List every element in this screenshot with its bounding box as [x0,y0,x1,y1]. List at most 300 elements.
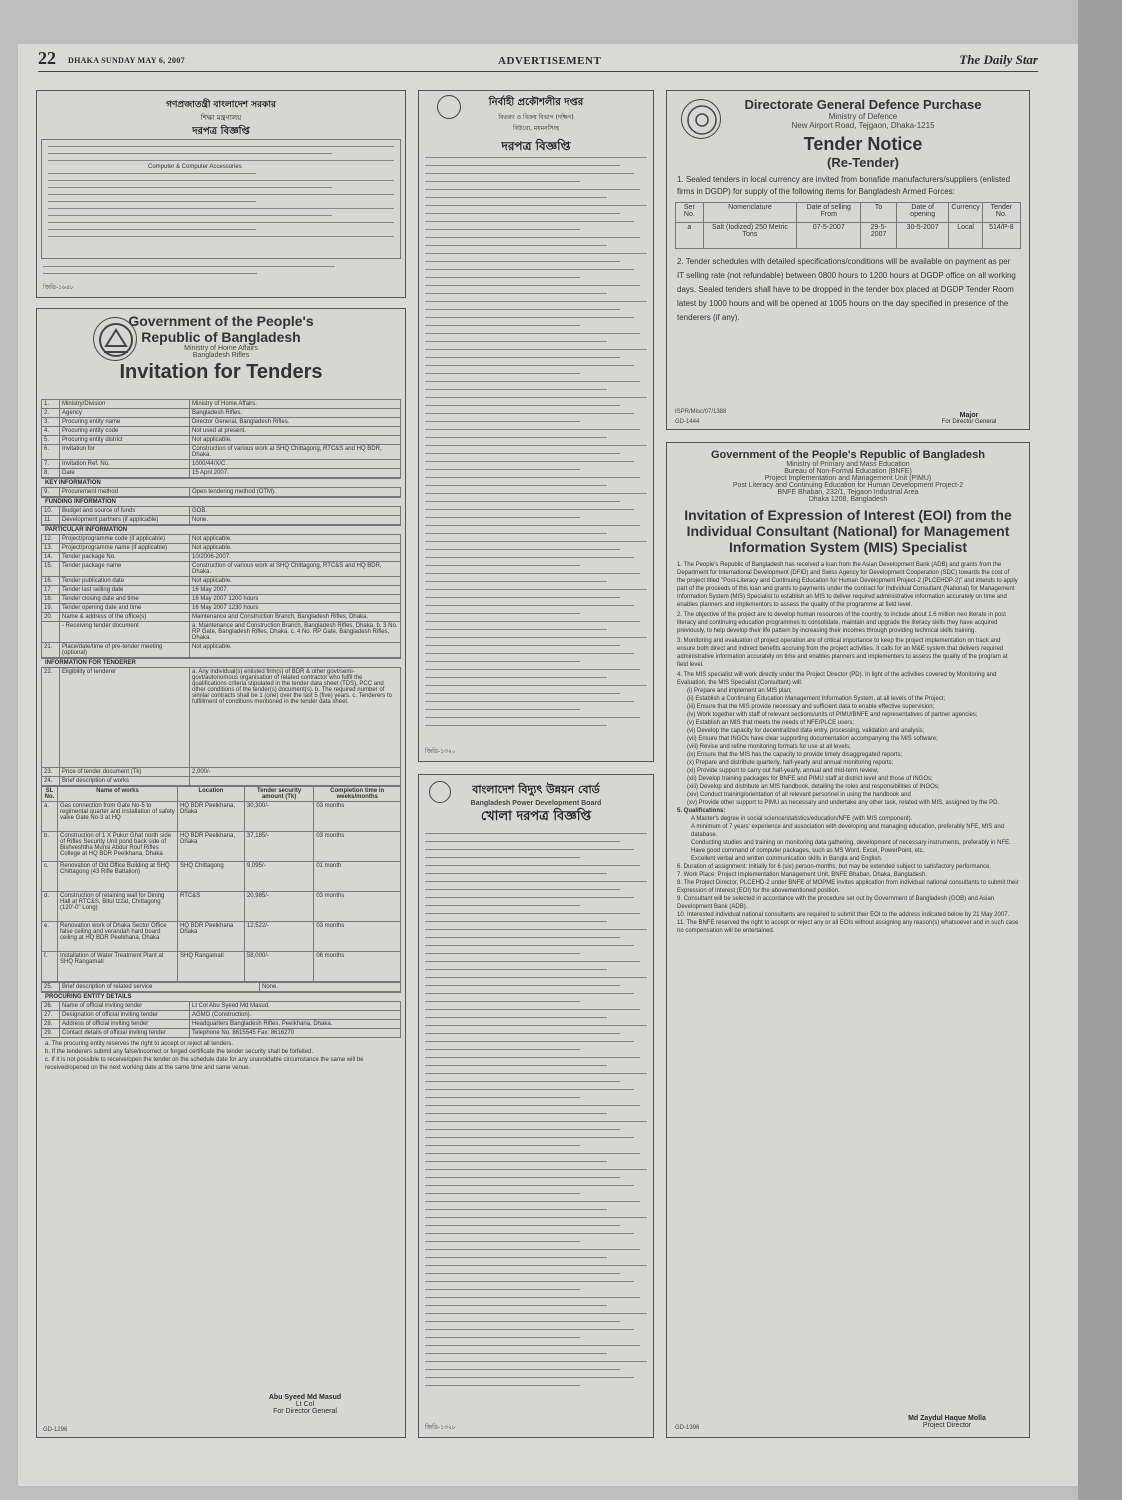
table-row: d. Construction of retaining wall for Dining Hall at RTC&S, Bitul Izzat, Chittagong (120'-0" Long) RTC&S 20,985/- 03 months [42,892,401,922]
text-line [425,237,640,238]
text-line [425,341,607,342]
text-line [425,1113,607,1114]
section-tenderer: INFORMATION FOR TENDERER [41,658,401,667]
notice-heading: দরপত্র বিজ্ঞপ্তি [192,126,250,137]
text-line [425,1153,640,1154]
text-line [425,349,647,350]
dgdp-tender-notice [666,90,1030,430]
text-line [425,1049,580,1050]
text-line [425,477,640,478]
text-line [425,509,634,510]
table-row: f. Installation of Water Treatment Plant at SHQ Rangamati SHQ Rangamati 58,000/- 06 months [42,952,401,982]
text-line [425,1281,634,1282]
table-row: 8. Date 15 April 2007. [42,469,401,478]
text-line [425,1041,634,1042]
column-header: Currency [949,203,982,223]
text-line [425,849,634,850]
table-row: a Salt (Iodized) 250 Metric Tons 07-5-2007 29-5-2007 30-5-2007 Local 514/P-8 [676,223,1021,249]
eoi-signature: Md Zaydul Haque Molla Project Director [908,1415,986,1429]
text-line [425,905,580,906]
table-row: 6. Invitation for Construction of various work at SHQ Chittagong, RTC&S and HQ BDR, Dhaka. [42,445,401,460]
table-row: 23. Price of tender document (Tk) 2,000/- [42,768,401,777]
dgdp-signature: Major For Director General [941,412,997,425]
list-item: (xii) Develop training packages for BNFE and PIMU staff at district level and those of INGOs; [687,776,933,782]
list-item: (xi) Provide support to carry out half-yearly, annual and mid-term review; [687,768,879,774]
list-item: 6. Duration of assignment: Initially for 6 (six) person-months, but may be extended subject to satisfactory performance. [677,864,992,870]
notice-item: Computer & Computer Accessories [148,164,242,170]
table-row: 22. Eligibility of tenderer a. Any individual(s) enlisted firm(s) of BDR & other govt/semi-govt/autonomous organisation of related contractor who fulfil the qualifications criteria stipulated in the tender data sheet (TDS), PCC and other conditions of the tender(s) document(s). b. The required number of similar contracts shall be 1 (one) over the last 5 (five) years. c. Tenderers to fulfillment of conditions mentioned in the tender data sheet. [42,668,401,768]
text-line [425,525,640,526]
text-line [425,485,607,486]
list-item: 10. Interested individual national consultants are required to submit their EOI to the address indicated below by 21 May 2007. [677,912,1010,918]
bdr-table-2 [41,534,401,658]
list-item: (i) Prepare and implement an MIS plan; [687,688,792,694]
text-line [425,213,620,214]
engineer-sub1: বিতরণ ও বিক্রয় বিভাগ (দক্ষিণ) [498,114,574,121]
column-header: Tender security amount (Tk) [244,787,313,802]
text-line [425,1225,620,1226]
dgdp-para-1: 1. Sealed tenders in local currency are invited from bonafide manufacturers/suppliers (enlisted firms in DGDP) for supply of the following items for Bangladesh Armed Forces: [677,175,1011,196]
text-line [425,897,634,898]
text-line [425,669,640,670]
text-line [425,165,620,166]
education-tender-notice [36,90,406,298]
text-line [425,1345,640,1346]
eoi-p5: 5. Qualifications: [677,808,726,814]
text-line [425,221,634,222]
table-row: 5. Procuring entity district Not applicable. [42,436,401,445]
section-particular: PARTICULAR INFORMATION [41,525,401,534]
table-row: 20. Name & address of the office(s) Maintenance and Construction Branch, Bangladesh Rifles, Dhaka. [42,613,401,622]
dgdp-table-wrap [667,202,1029,249]
column-header: To [861,203,897,223]
bdr-title-2: Republic of Bangladesh [141,329,301,345]
text-line [425,1321,620,1322]
text-line [425,1361,647,1362]
eoi-address-line: Post Literacy and Continuing Education for Human Development Project-2 [732,482,964,489]
text-line [425,1089,634,1090]
bdr-notes [41,1038,401,1074]
text-line [425,253,647,254]
notice-code: জিডি-১৬৪৮ [43,285,74,291]
eoi-gd-code: GD-1396 [675,1425,700,1431]
dgdp-ministry: Ministry of Defence [828,112,898,121]
eoi-address-line: Dhaka 1208, Bangladesh [808,496,888,503]
text-line [425,373,580,374]
text-line [425,1065,607,1066]
table-row: 28. Address of official inviting tender Headquarters Bangladesh Rifles, Peelkhana, Dhaka. [42,1020,401,1029]
bpdb-code: জিডি-১৩২৮ [425,1425,456,1431]
text-line [425,437,607,438]
text-line [425,1313,647,1314]
section-key-info: KEY INFORMATION [41,478,401,487]
section-entity: PROCURING ENTITY DETAILS [41,992,401,1001]
text-line [425,301,647,302]
text-line [425,1337,580,1338]
table-row: 4. Procuring entity code Not used at present. [42,427,401,436]
list-item: Excellent verbal and written communication skills in Bangla and English. [691,856,883,862]
table-row: 26. Name of official inviting tender Lt Col Abu Syeed Md Masud. [42,1002,401,1011]
table-row: 24. Brief description of works [42,777,401,786]
eoi-address-line: Ministry of Primary and Mass Education [786,461,910,468]
text-line [425,589,647,590]
engineer-title: নির্বাহী প্রকৌশলীর দপ্তর [488,97,584,108]
table-row: - Receiving tender document a. Maintenance and Construction Branch, Bangladesh Rifles, Dhaka. b. 3 No. RP Gate, Bangladesh Rifles, Dhaka. c. 4 No. RP Gate, Bangladesh Rifles, Dhaka. [42,622,401,643]
text-line [425,1121,647,1122]
column-header: Tender No. [982,203,1020,223]
newspaper-logo: The Daily Star [959,52,1038,67]
text-line [425,921,607,922]
eoi-p3: 3. Monitoring and evaluation of project operation are of critical importance to keep the project implementation on track and ensure both direct and indirect benefits accruing from the project activities. It calls for an M&E system that delivers required administrative information accurately on time and enables planners and implementers to assess the quality of the program at field level. [677,638,1008,668]
text-line [425,1057,640,1058]
table-row: 3. Procuring entity name Director General, Bangladesh Rifles. [42,418,401,427]
eoi-body [667,559,1029,937]
notice-footer-lines [43,266,399,280]
text-line [425,1081,620,1082]
table-row: 19. Tender opening date and time 16 May 2007 1230 hours [42,604,401,613]
text-line [425,549,620,550]
text-line [425,189,640,190]
text-line [425,309,620,310]
text-line [425,969,607,970]
list-item: 9. Consultant will be selected in accordance with the procedure set out by Government of Bangladesh (GOB) and Asian Development Bank (ADB). [677,896,995,910]
eoi-address-line: Project Implementation and Management Unit (PIMU) [764,475,932,482]
eoi-items [677,687,1019,807]
text-line [425,1185,634,1186]
table-row: 7. Invitation Ref. No. 1000/44/X/C. [42,460,401,469]
text-line [425,453,620,454]
table-row: 21. Place/date/time of pre-tender meeting (optional) Not applicable. [42,643,401,658]
text-line [425,985,620,986]
list-item: A minimum of 7 years' experience and association with developing and managing education, preferably NFE, MIS and database. [691,824,1004,838]
eoi-qualifications [677,815,1019,863]
bpdb-title: বাংলাদেশ বিদ্যুৎ উন্নয়ন বোর্ড [472,783,600,796]
text-line [425,1169,647,1170]
dgdp-ref: ISPR/Misc/07/1388 [675,409,727,415]
eoi-p4: 4. The MIS specialist will work directly under the Project Director (PD). In light of the activities covered by Monitoring and Evaluation, the MIS Specialist (Consultant) will: [677,672,997,686]
list-item: Have good command of computer packages, such as MS Word, Excel, PowerPoint, etc. [691,848,925,854]
list-item: 11. The BNFE reserved the right to accept or reject any or all EOIs without assigning any reason(s) whatsoever and in such case no compensation will be entertained. [677,920,1019,934]
table-row: 11. Development partners (if applicable) None. [42,516,401,525]
text-line [425,413,634,414]
text-line [425,1001,580,1002]
bdr-ministry: Ministry of Home Affairs [184,345,258,352]
text-line [425,913,640,914]
dgdp-items-table [675,202,1021,249]
dgdp-para-2: 2. Tender schedules with detailed specifications/conditions will be available on payment as per IT selling rate (not refundable) between 0800 hours to 1200 hours at DGDP office on all working days. Sealed tenders shall have to be dropped in the tender box placed at DGDP Tender Room latest by 1000 hours and will be opened at 1005 hours on the day specified in presence of the tenderers (if any). [677,257,1016,322]
table-row: 29. Contact details of official inviting tender Telephone No. 8615545 Fax: 8616270 [42,1029,401,1038]
bdr-signature: Abu Syeed Md Masud Lt Col For Director General [268,1394,342,1415]
table-row: 18. Tender closing date and time 16 May 2007 1200 hours [42,595,401,604]
text-line [425,709,580,710]
table-row: 14. Tender package No. 10/2006-2007. [42,553,401,562]
bdr-info-table [41,399,401,1074]
text-line [425,629,607,630]
text-line [425,637,647,638]
text-line [425,685,647,686]
text-line [425,1289,580,1290]
text-line [425,445,647,446]
bdr-tender-notice [36,308,406,1438]
text-line [425,693,620,694]
table-row: e. Renovation work of Dhaka Sector Office false ceiling and verandah hard board ceiling at HQ BDR Peelkhana, Dhaka HQ BDR Peelkhana Dhaka 12,522/- 03 months [42,922,401,952]
list-item: 7. Work Place: Project Implementation Management Unit, BNFE Bhaban, Dhaka, Bangladesh. [677,872,928,878]
text-line [425,1257,607,1258]
list-item: Conducting studies and training on monitoring data gathering, development of necessary instruments, preferably in NFE. [691,840,1011,846]
text-line [425,541,647,542]
text-line [425,841,620,842]
page-edge [1078,0,1122,1500]
list-item: (vii) Ensure that INGOs have clear supporting documentation accompanying the MIS software; [687,736,938,742]
text-line [425,461,634,462]
text-line [425,261,620,262]
text-line [425,333,640,334]
text-line [425,581,607,582]
text-line [425,245,607,246]
text-line [425,701,634,702]
text-line [425,573,640,574]
table-row: 1. Ministry/Division Ministry of Home Affairs. [42,400,401,409]
text-line [425,1161,607,1162]
notice-table [41,139,401,259]
text-line [425,621,640,622]
bpdb-tender-notice [418,774,654,1438]
text-line [425,357,620,358]
engineer-code: জিডি-১৩২০ [425,749,456,755]
text-line [425,1097,580,1098]
eoi-heading: Invitation of Expression of Interest (EOI) from the Individual Consultant (National) for Management Information System (MIS) Specialist [684,507,1012,555]
eoi-tail [677,863,1019,935]
engineer-heading: দরপত্র বিজ্ঞপ্তি [501,139,571,153]
table-row: 9. Procurement method Open tendering method (OTM). [42,488,401,497]
engineer-body-lines [425,157,647,733]
table-row: 15. Tender package name Construction of various work at SHQ Chittagong, RTC&S and HQ BDR, Dhaka. [42,562,401,577]
text-line [425,1025,647,1026]
column-header: Ser No. [676,203,704,223]
column-header: Name of works [58,787,178,802]
column-header: Nomenclature [703,203,797,223]
text-line [425,1377,634,1378]
text-line [425,1369,620,1370]
notice-title: গণপ্রজাতন্ত্রী বাংলাদেশ সরকার [166,100,276,110]
eoi-p1: 1. The People's Republic of Bangladesh has received a loan from the Asian Development Bank (ADB) and grants from the Department for International Development (DFID) and Swiss Agency for Development Cooperation (SDC) towards the cost of the project titled "Post-Literacy and Continuing Education for Human Development Project-2 (PLCEHDP-2)" and intends to apply part of the proceeds of this loan and grants to payments under the contract for Individual Consultant (National) for Management Information System (MIS) Specialist to establish an MIS to deliver required administrative information accurately on time and enables planners and implementors to assess the quality of the programme at field level. [677,562,1018,608]
text-line [425,1217,647,1218]
table-row: 17. Tender last selling date 16 May 2007. [42,586,401,595]
list-item: (xv) Provide other support to PIMU as necessary and undertake any other task, related with MIS, assigned by the PD. [687,800,1000,806]
eoi-title: Government of the People's Republic of Bangladesh [711,449,985,461]
column-header: Location [178,787,245,802]
text-line [425,293,607,294]
text-line [425,429,640,430]
text-line [425,1265,647,1266]
bdr-table-3 [41,1001,401,1038]
table-row: 13. Project/programme name (if applicable) Not applicable. [42,544,401,553]
text-line [425,1385,580,1386]
eoi-address-line: BNFE Bhaban, 232/1, Tejgaon Industrial Area [777,489,919,496]
list-item: (iv) Work together with staff of relevant sections/units of PIMU/BNFE and representatives of partner agencies; [687,712,978,718]
text-line [425,285,640,286]
text-line [425,1073,647,1074]
text-line [425,1329,634,1330]
page-number: 22 [38,48,56,68]
text-line [425,1177,620,1178]
note-item: b. If the tenderers submit any false/incorrect or forged certificate the tender security shall be forfeited. [45,1049,314,1055]
text-line [425,197,607,198]
text-line [425,157,647,158]
list-item: (ii) Establish a Continuing Education Management Information System, at all levels of the Project; [687,696,946,702]
bdr-agency: Bangladesh Rifles [192,352,250,359]
eoi-address-line: Bureau of Non-Formal Education (BNFE) [784,468,912,475]
list-item: (viii) Revise and refine monitoring formats for use at all levels; [687,744,851,750]
text-line [425,1017,607,1018]
dgdp-heading: Tender Notice [803,134,923,154]
dgdp-address: New Airport Road, Tejgaon, Dhaka-1215 [791,121,935,130]
text-line [425,381,640,382]
text-line [425,205,647,206]
bdr-heading: Invitation for Tenders [119,361,323,383]
list-item: A Master's degree in social science/statistics/education/NFE (with MIS component). [691,816,913,822]
text-line [425,517,580,518]
dgdp-subheading: (Re-Tender) [827,155,899,170]
text-line [425,725,607,726]
text-line [425,873,607,874]
engineer-tender-notice [418,90,654,762]
text-line [425,1297,640,1298]
text-line [425,365,634,366]
bpdb-logo-icon [429,781,451,803]
list-item: (ix) Ensure that the MIS has the capacity to provide timely disaggregated reports; [687,752,903,758]
table-row: 2. Agency Bangladesh Rifles. [42,409,401,418]
text-line [425,605,634,606]
text-line [425,1249,640,1250]
notice-subtitle: শিক্ষা মন্ত্রণালয় [200,114,242,122]
text-line [425,645,620,646]
eoi-address-lines [667,461,1029,503]
text-line [425,597,620,598]
note-item: a. The procuring entity reserves the right to accept or reject all tenders. [45,1041,233,1047]
text-line [425,881,647,882]
text-line [425,1137,634,1138]
text-line [425,977,647,978]
text-line [425,1033,620,1034]
text-line [425,717,640,718]
text-line [425,613,580,614]
list-item: (iii) Ensure that the MIS provide necessary and sufficient data to enable effective supervision; [687,704,935,710]
table-row: 12. Project/programme code (if applicable) Not applicable. [42,535,401,544]
text-line [425,961,640,962]
text-line [425,173,634,174]
works-table [41,786,401,982]
text-line [425,1353,607,1354]
text-line [425,865,640,866]
text-line [425,1273,620,1274]
dgdp-title: Directorate General Defence Purchase [744,97,982,112]
bpdb-body-lines [425,833,647,1393]
text-line [425,565,580,566]
text-line [425,389,607,390]
text-line [425,325,580,326]
eoi-notice [666,442,1030,1438]
text-line [425,317,634,318]
bpdb-english: Bangladesh Power Development Board [470,800,602,807]
text-line [425,269,634,270]
text-line [425,1201,640,1202]
text-line [425,945,634,946]
page-masthead [38,48,1038,72]
bpdb-emblem-icon [437,95,461,119]
text-line [425,469,580,470]
eoi-p2: 2. The objective of the project are to develop human resources of the country, to include about 1.6 million neo literate in post literacy and continuing education programmes to consolidate, maintain and upgrade the literacy skills they have acquired previously, to help develop their life pattern by increasing their incomes through providing technical skills training. [677,612,1006,634]
column-header: Date of opening [896,203,948,223]
engineer-sub2: বিউবো, ময়মনসিংহ [512,125,560,132]
text-line [425,661,580,662]
text-line [425,1105,640,1106]
text-line [425,501,620,502]
text-line [425,677,607,678]
issue-date: DHAKA SUNDAY MAY 6, 2007 [68,56,185,65]
text-line [425,1009,640,1010]
table-row: 10. Budget and source of funds GOB. [42,507,401,516]
list-item: (x) Prepare and distribute quarterly, half-yearly and annual monitoring reports; [687,760,894,766]
table-row: c. Renovation of Old Office Building at SHQ Chittagong (43 Rifle Battalion) SHQ Chittagong 9,095/- 01 month [42,862,401,892]
table-row: b. Construction of 1 X Pukur Ghat north side of Rifles Security Unit pond back side of Bishveshtha Munsi Abdur Rouf Rifles College at HQ BDR Peelkhana, Dhaka HQ BDR Peelkhana, Dhaka 37,185/- 03 months [42,832,401,862]
text-line [425,397,647,398]
text-line [425,557,634,558]
table-row: 27. Designation of official inviting tender AGMG (Construction). [42,1011,401,1020]
notice-table-lines [48,146,394,243]
section-title: ADVERTISEMENT [498,55,602,67]
note-item: c. If it is not possible to receive/open the tender on the schedule date for any unavoidable circumstance the same will be received/opened on the next working date at the same time and same venue. [45,1057,364,1071]
list-item: (xiii) Develop and distribute an MIS handbook, detailing the roles and responsibilities of INGOs; [687,784,940,790]
bdr-gd-code: GD-1296 [43,1427,68,1433]
list-item: (vi) Develop the capacity for decentralized data entry, processing, validation and analysis; [687,728,925,734]
list-item: 8. The Project Director, PLCEHD-2 under BNFE of MOPME invites application from individual national consultants to submit their Expression of Interest (EOI) for the abovementioned position. [677,880,1019,894]
text-line [425,889,620,890]
text-line [425,1305,607,1306]
text-line [425,277,580,278]
text-line [425,857,580,858]
text-line [425,1145,580,1146]
table-row: a. Gas connection from Gate No-5 to regimental quarter and installation of safety valve Gate No-3 at HQ HQ BDR Peelkhana, Dhaka 30,300/- 03 months [42,802,401,832]
list-item: (xiv) Conduct training/orientation of all relevant personnel in using the handbook and [687,792,911,798]
text-line [425,533,607,534]
text-line [425,181,580,182]
text-line [425,1241,580,1242]
dgdp-emblem-icon [681,99,721,139]
bdr-title-1: Government of the People's [128,313,314,329]
table-row: 16. Tender publication date Not applicable. [42,577,401,586]
text-line [425,833,647,834]
text-line [425,421,580,422]
column-header: SL No. [42,787,58,802]
table-row: 25. Brief description of related service None. [42,983,401,992]
column-header: Date of selling From [797,203,861,223]
text-line [425,937,620,938]
text-line [425,929,647,930]
bpdb-heading: খোলা দরপত্র বিজ্ঞপ্তি [480,809,592,824]
bdr-table-1 [41,399,401,478]
column-header: Completion time in weeks/months [314,787,401,802]
text-line [425,1193,580,1194]
text-line [425,953,580,954]
dgdp-gd-code: GD-1444 [675,419,700,425]
bdr-emblem-icon [93,317,137,361]
text-line [425,1209,607,1210]
section-funding: FUNDING INFORMATION [41,497,401,506]
text-line [425,493,647,494]
text-line [425,1233,634,1234]
text-line [425,993,634,994]
